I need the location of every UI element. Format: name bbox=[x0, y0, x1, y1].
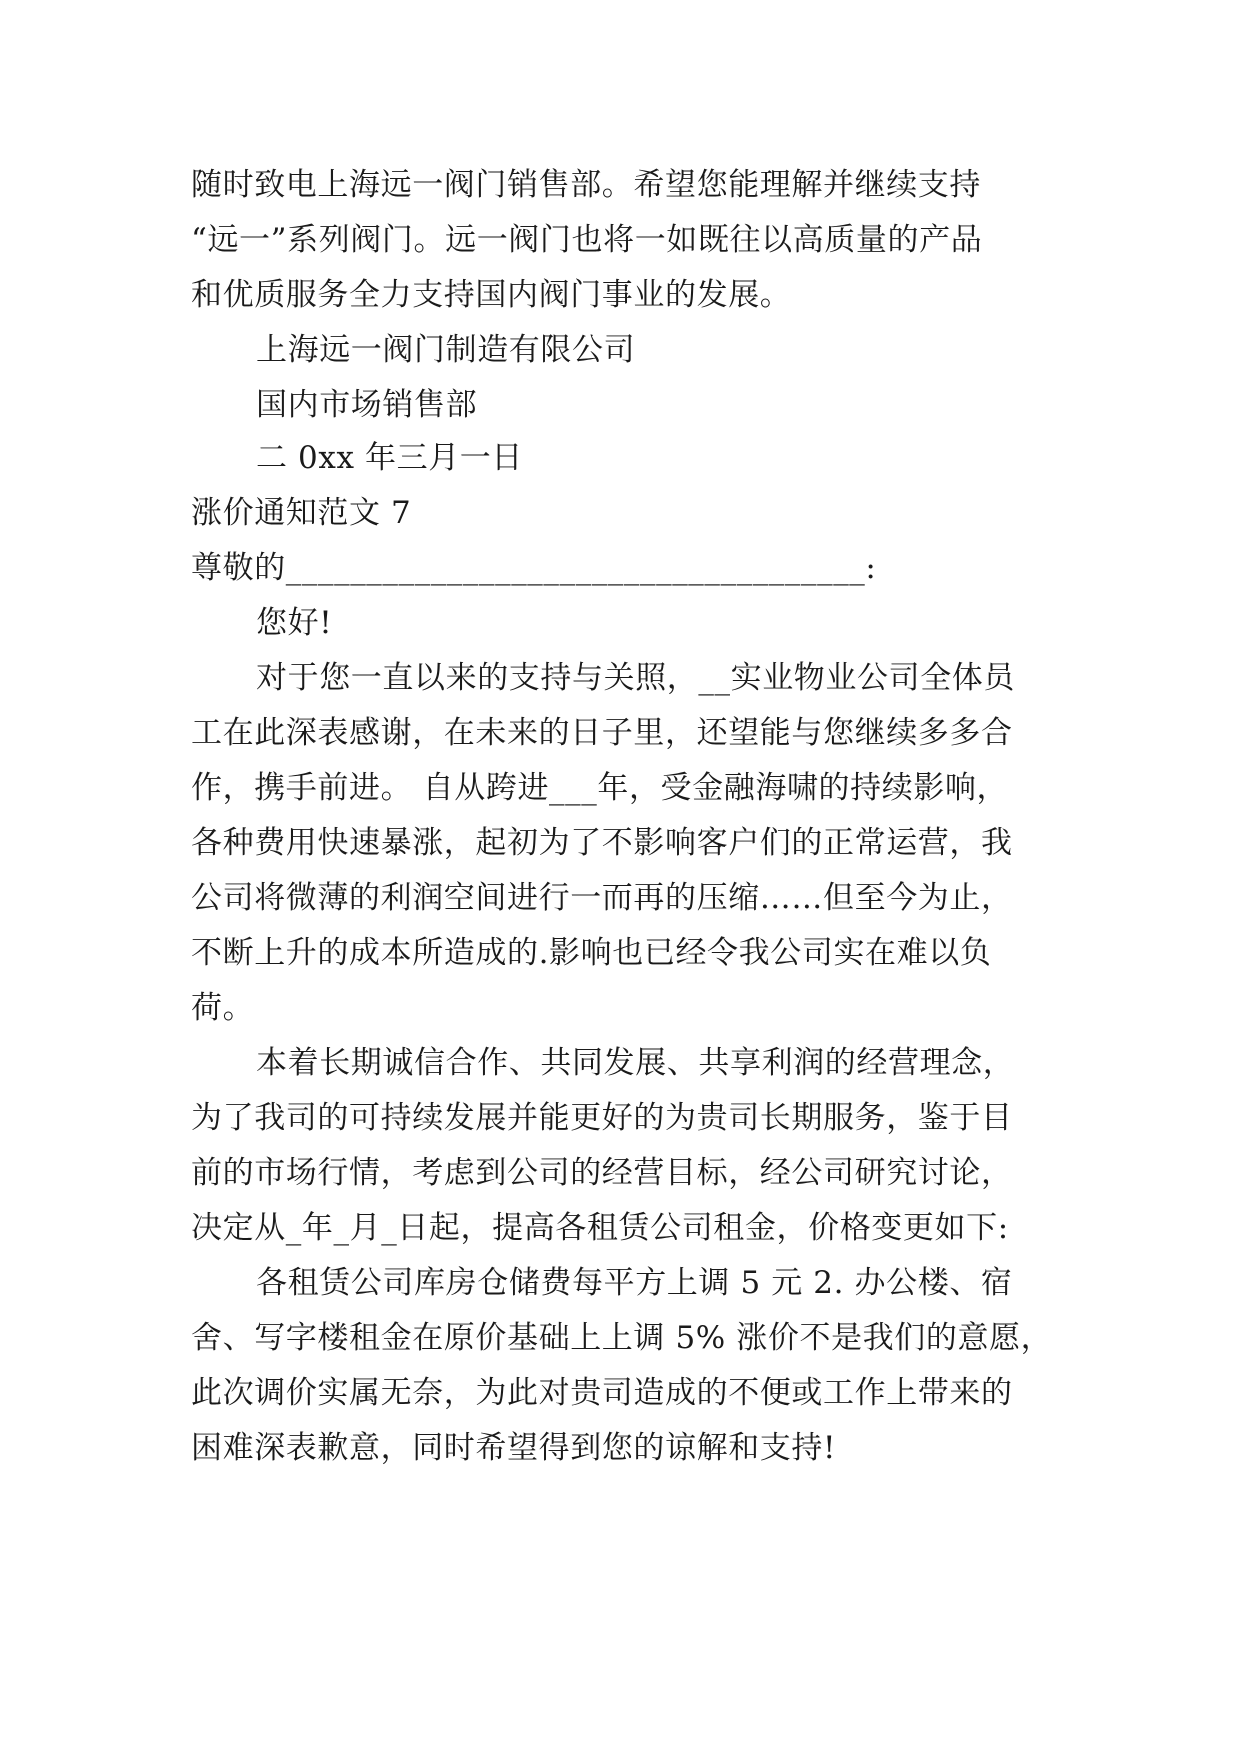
body-line-3: 和优质服务全力支持国内阀门事业的发展。 bbox=[191, 277, 792, 313]
body-line-22: 舍、写字楼租金在原价基础上上调 5% 涨价不是我们的意愿， bbox=[191, 1320, 1053, 1356]
body-line-13: 各种费用快速暴涨，起初为了不影响客户们的正常运营，我 bbox=[191, 825, 1013, 861]
body-line-23: 此次调价实属无奈，为此对贵司造成的不便或工作上带来的 bbox=[191, 1375, 1013, 1411]
signature-department: 国内市场销售部 bbox=[256, 387, 478, 423]
body-line-24: 困难深表歉意，同时希望得到您的谅解和支持! bbox=[191, 1430, 837, 1466]
body-line-16: 荷。 bbox=[191, 990, 255, 1026]
body-line-18: 为了我司的可持续发展并能更好的为贵司长期服务，鉴于目 bbox=[191, 1100, 1013, 1136]
signature-date: 二 0xx 年三月一日 bbox=[256, 440, 523, 476]
body-line-15: 不断上升的成本所造成的.影响也已经令我公司实在难以负 bbox=[191, 935, 992, 971]
body-line-19: 前的市场行情，考虑到公司的经营目标，经公司研究讨论， bbox=[191, 1155, 1013, 1191]
salutation: 尊敬的____________________________________: bbox=[191, 550, 877, 586]
body-line-17: 本着长期诚信合作、共同发展、共享利润的经营理念， bbox=[256, 1045, 1015, 1081]
body-line-14: 公司将微薄的利润空间进行一而再的压缩……但至今为止， bbox=[191, 880, 1013, 916]
section-title: 涨价通知范文 7 bbox=[191, 495, 412, 531]
body-line-11: 工在此深表感谢，在未来的日子里，还望能与您继续多多合 bbox=[191, 715, 1013, 751]
body-line-1: 随时致电上海远一阀门销售部。希望您能理解并继续支持 bbox=[191, 167, 981, 203]
body-line-12: 作，携手前进。 自从跨进___年，受金融海啸的持续影响， bbox=[191, 770, 1009, 806]
signature-company: 上海远一阀门制造有限公司 bbox=[256, 332, 636, 368]
body-line-21: 各租赁公司库房仓储费每平方上调 5 元 2. 办公楼、宿 bbox=[256, 1265, 1013, 1301]
body-line-2: “远一”系列阀门。远一阀门也将一如既往以高质量的产品 bbox=[191, 222, 983, 258]
greeting: 您好! bbox=[256, 605, 333, 641]
body-line-10: 对于您一直以来的支持与关照，__实业物业公司全体员 bbox=[256, 660, 1015, 696]
body-line-20: 决定从_年_月_日起，提高各租赁公司租金，价格变更如下: bbox=[191, 1210, 1009, 1246]
